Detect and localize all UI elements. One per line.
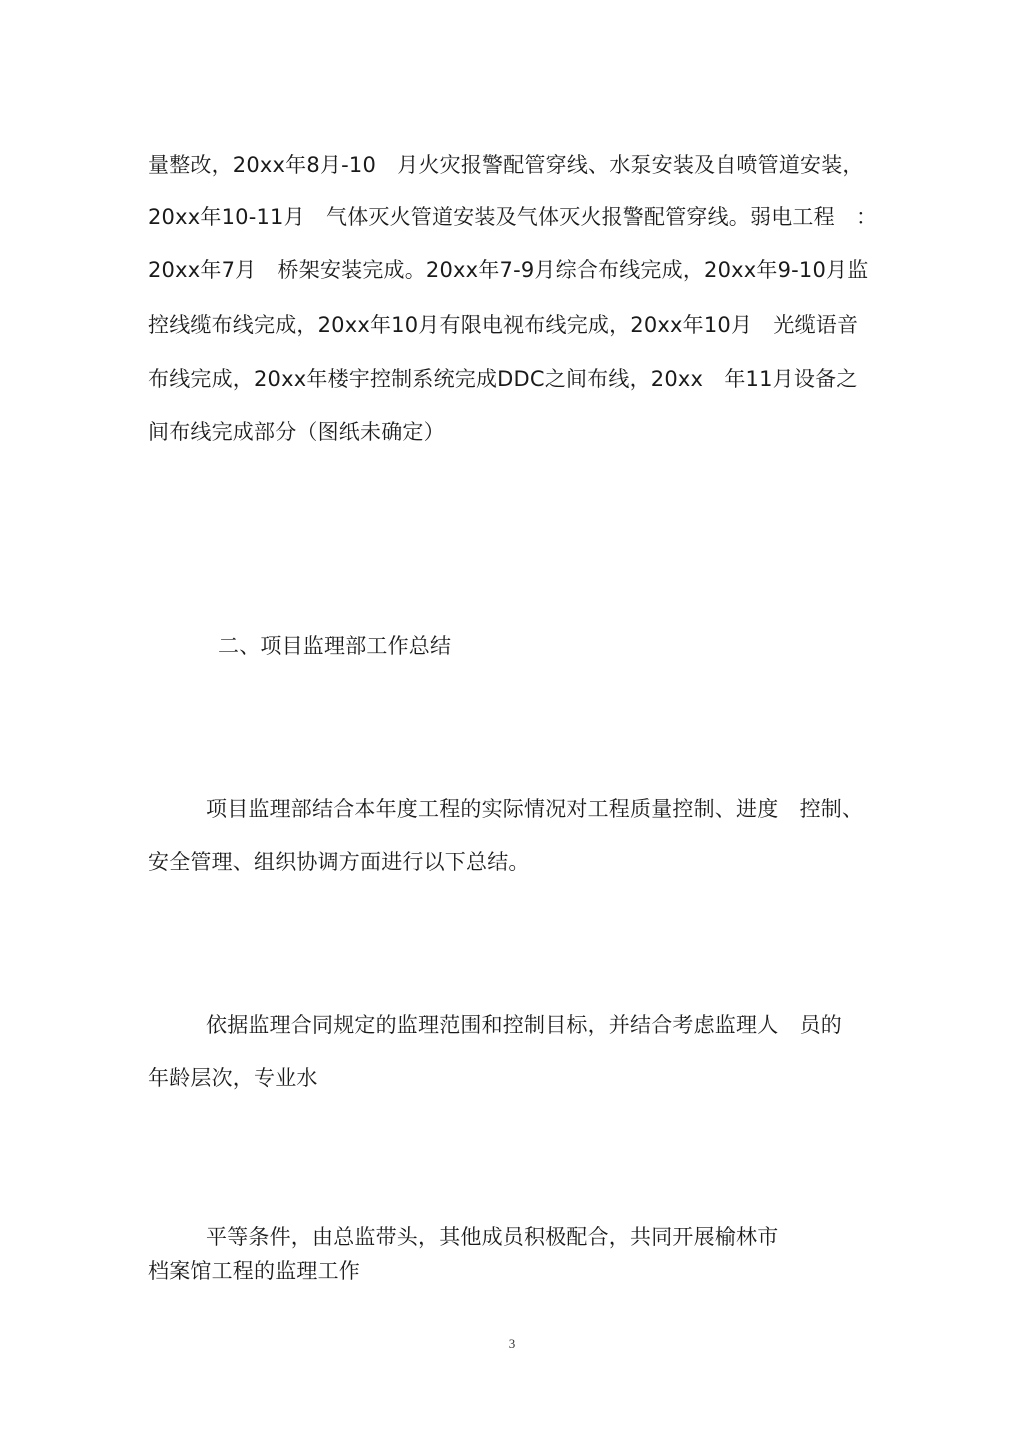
section-heading: 二、项目监理部工作总结 — [218, 634, 452, 658]
paragraph-1-line-4: 控线缆布线完成，20xx年10月有限电视布线完成，20xx年10月 光缆语音 — [148, 313, 859, 337]
paragraph-1-line-5: 布线完成，20xx年楼宇控制系统完成DDC之间布线，20xx 年11月设备之 — [148, 367, 858, 391]
page-number: 3 — [508, 1336, 516, 1351]
paragraph-1-line-6: 间布线完成部分（图纸未确定） — [148, 420, 445, 444]
paragraph-2-line-2: 安全管理、组织协调方面进行以下总结。 — [148, 850, 530, 874]
paragraph-2-line-1: 项目监理部结合本年度工程的实际情况对工程质量控制、进度 控制、 — [206, 797, 864, 821]
paragraph-3-line-2: 年龄层次，专业水 — [148, 1066, 318, 1090]
paragraph-1-line-1: 量整改，20xx年8月-10 月火灾报警配管穿线、水泵安装及自喷管道安装， — [148, 153, 864, 177]
paragraph-1-line-3: 20xx年7月 桥架安装完成。20xx年7-9月综合布线完成，20xx年9-10月监 — [148, 258, 869, 282]
paragraph-3-line-1: 依据监理合同规定的监理范围和控制目标，并结合考虑监理人 员的 — [206, 1013, 842, 1037]
paragraph-4-line-2: 档案馆工程的监理工作 — [148, 1259, 360, 1283]
paragraph-4-line-1: 平等条件，由总监带头，其他成员积极配合，共同开展榆林市 — [206, 1225, 779, 1249]
paragraph-1-line-2: 20xx年10-11月 气体灭火管道安装及气体灭火报警配管穿线。弱电工程 ： — [148, 205, 878, 229]
